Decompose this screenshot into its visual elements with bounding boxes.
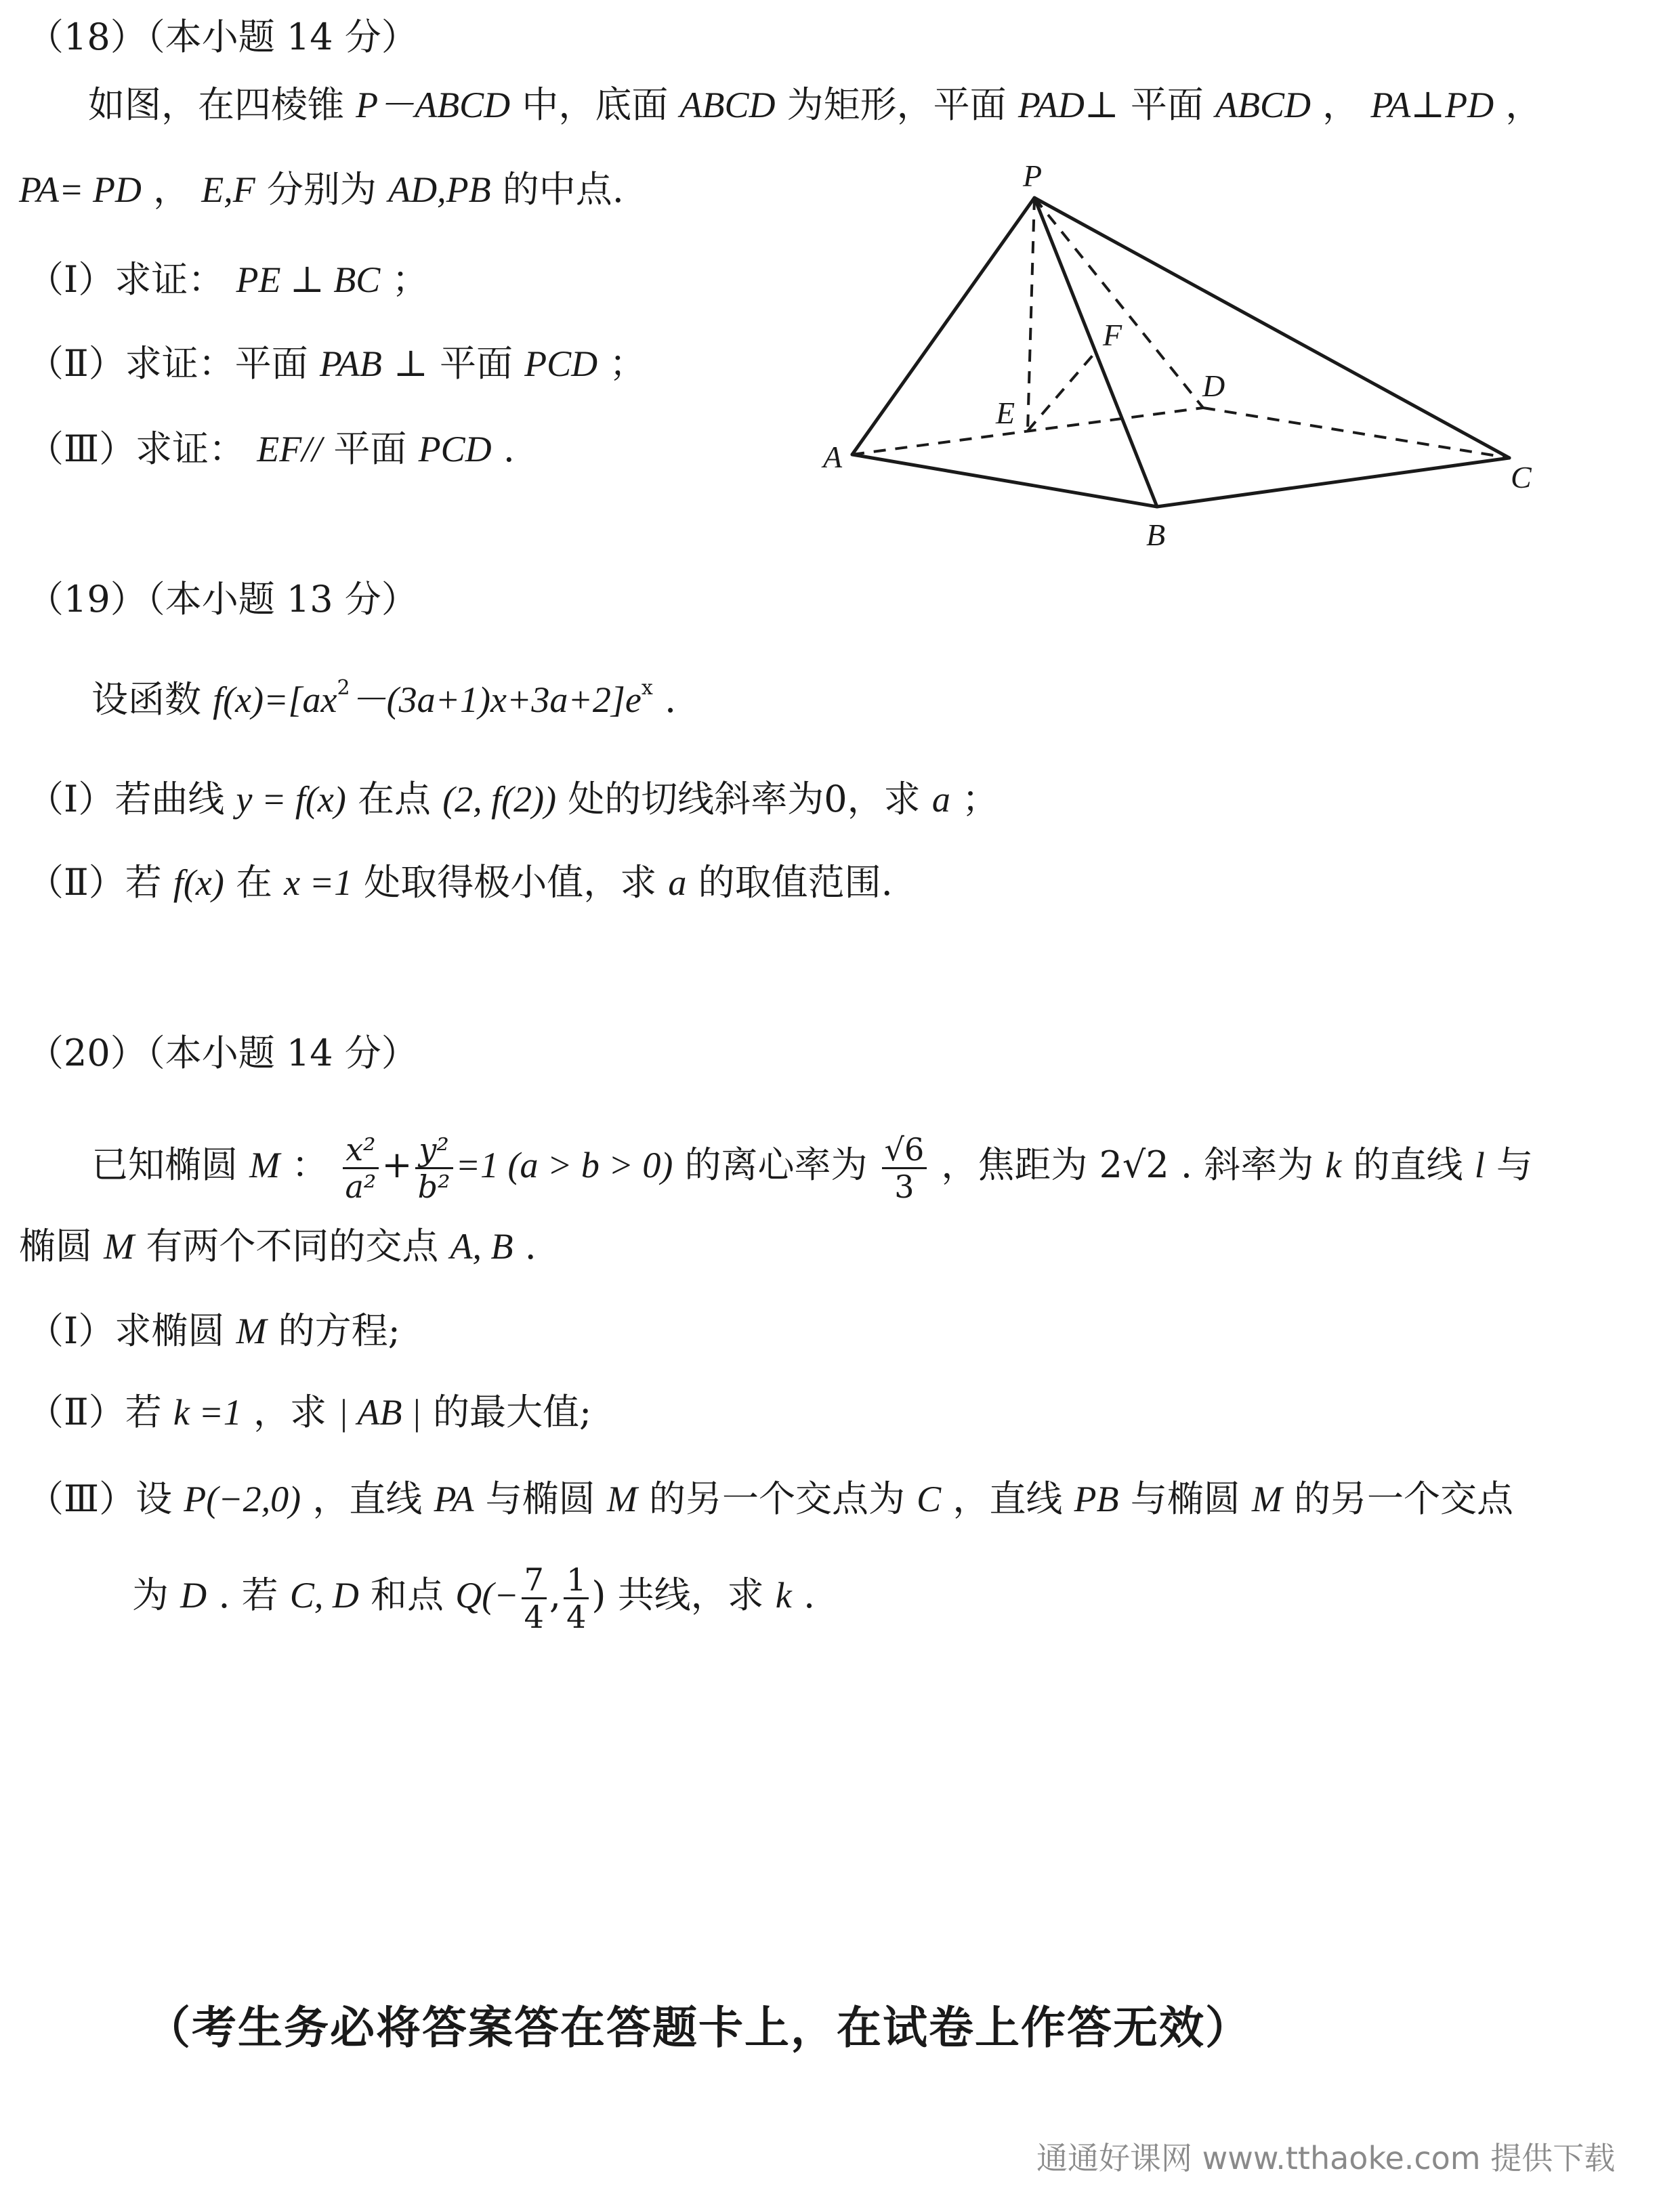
q20-part3-m2: M [1251,1479,1282,1519]
q19-part1-point: (2, f(2)) [442,779,557,820]
q18-header: （18）（本小题 14 分） [27,16,418,58]
q18-part2-end: ； [609,342,646,385]
q20-q-frac-2 [564,1562,589,1635]
q19-func-sup: 2 [337,676,350,700]
q18-part3 [27,425,515,473]
q20-part3-g: 的另一个交点 [1294,1477,1514,1520]
q19-intro [91,676,676,723]
label-a: A [823,440,843,474]
q18-part3-end: . [503,427,515,470]
q20-part2-ab: | AB | [338,1392,421,1433]
q19-part1-curve: y = f(x) [236,779,346,820]
q20-line2-ab: A, B [450,1226,513,1267]
q20-part3-m1: M [606,1479,637,1519]
edge-bc [1157,458,1509,507]
q20-part2-a: （Ⅱ）若 [27,1391,162,1433]
q20-ecc-den: 3 [894,1168,915,1205]
q20-line4-d: D [180,1575,207,1616]
q20-frac-x-num: x² [343,1132,379,1169]
q20-intro-f: 与 [1496,1143,1533,1186]
q19-intro-text: 设函数 [91,678,201,721]
q19-part2-a-var: a [668,862,687,903]
q18-part3-ef: EF// [257,429,322,469]
q18-part2-pab: PAB [319,343,382,384]
q20-part2-k: k =1 [173,1392,242,1433]
q18-intro-text-4: 平面 [1130,83,1204,126]
q20-line4-cd: C, D [289,1575,359,1616]
edge-pb [1034,198,1157,507]
q20-frac-y [415,1132,453,1204]
q20-q-frac-2-num: 1 [564,1562,589,1599]
q18-intro-text-5: ， [1322,83,1360,126]
q20-q-frac-1-den: 4 [524,1598,544,1635]
q20-q-frac-2-den: 4 [566,1598,587,1635]
q18-part2-label: （Ⅱ）求证：平面 [27,342,308,385]
q18-part3-pcd: PCD [418,429,492,469]
q18-line2 [19,166,624,213]
q20-ecc [882,1132,927,1204]
q18-part1-math: PE ⊥ BC [236,259,381,300]
q20-part3-f: 与椭圆 [1130,1477,1240,1520]
q18-part1 [27,256,428,303]
edge-ef [1028,352,1095,431]
q20-part2-c: 的最大值; [432,1391,592,1433]
q18-pyramid: P－ABCD [356,85,511,125]
q20-frac-y-den: b² [417,1168,450,1205]
pyramid-figure [799,149,1680,569]
q18-intro-text-6: ， [1505,83,1542,126]
q20-focal: 2√2 [1099,1143,1169,1186]
q20-line4-q: Q(− [455,1575,519,1616]
q18-line2-comma: ， [153,168,190,211]
q20-line2-b: 有两个不同的交点 [146,1225,439,1267]
q19-part1-a-var: a [931,779,950,820]
q18-intro-text-1: 如图，在四棱锥 [88,83,344,126]
q20-line4-d-text: 共线，求 [617,1574,764,1616]
q20-eq-rest: =1 (a > b > 0) [455,1145,673,1185]
q19-part1-a: （Ⅰ）若曲线 [27,778,225,820]
q18-pa-eq-pd: PA= PD [19,169,142,210]
q18-ef: E,F [201,169,255,210]
edge-ab [852,455,1157,507]
q20-intro-l: l [1474,1145,1485,1185]
q20-line2-a: 椭圆 [19,1225,92,1267]
q18-part2-pcd: PCD [524,343,598,384]
q20-intro-colon: ： [291,1143,329,1186]
q20-line4-a: 为 [132,1574,169,1616]
q19-func-end: . [664,678,677,721]
q20-part2 [27,1389,591,1436]
q20-part3-pb: PB [1074,1479,1119,1519]
q20-part3-a: （Ⅲ）设 [27,1477,173,1520]
q20-part3-e: ，直线 [952,1477,1063,1520]
q20-part3-p: P(−2,0) [184,1479,301,1519]
q20-q-comma: , [549,1574,562,1616]
label-f: F [1103,318,1122,352]
q18-plane-pad: PAD⊥ [1017,85,1119,125]
q19-func-sup2: x [641,676,653,700]
q20-intro [91,1124,1533,1206]
label-e: E [996,396,1015,430]
q20-intro-m: M [249,1145,280,1185]
q20-part1 [27,1307,400,1355]
q19-part2 [27,859,893,906]
q18-pa-perp-pd: PA⊥PD [1370,85,1494,125]
q18-intro-text-2: 中，底面 [522,83,669,126]
q19-part1-b: 在点 [358,778,432,820]
q20-q-frac-1 [522,1562,547,1635]
q20-line2-c: . [524,1225,537,1267]
q20-part1-b: 的方程; [278,1309,400,1352]
q18-ad-pb: AD,PB [388,169,491,210]
q19-part2-x1: x =1 [284,862,353,903]
edge-pd [1034,198,1203,408]
q20-frac-y-num: y² [415,1132,453,1169]
q19-part2-a: （Ⅱ）若 [27,861,162,904]
q18-intro-text-3: 为矩形，平面 [786,83,1007,126]
q20-header: （20）（本小题 14 分） [27,1032,418,1074]
q18-part3-label: （Ⅲ）求证： [27,427,246,470]
label-p: P [1023,159,1043,193]
q20-intro-b: 的离心率为 [684,1143,868,1186]
q20-line2 [19,1223,537,1270]
q20-line4-e: . [803,1574,816,1616]
footer-note: （考生务必将答案答在答题卡上，在试卷上作答无效） [146,2001,1251,2054]
q20-q-close: ) [591,1574,606,1616]
q20-intro-e: 的直线 [1353,1143,1463,1186]
label-c: C [1511,460,1532,494]
q20-line4-c: 和点 [371,1574,444,1616]
label-b: B [1146,518,1166,552]
q20-part3-pa: PA [434,1479,474,1519]
edge-pe [1028,198,1034,431]
q20-ecc-num: √6 [882,1132,927,1169]
q19-func: f(x)=[ax [213,679,337,720]
q18-part3-mid: 平面 [333,427,407,470]
q18-base2: ABCD [1215,85,1311,125]
q18-base: ABCD [679,85,776,125]
q20-part3-b: ，直线 [312,1477,423,1520]
q20-part3-c-pt: C [917,1479,942,1519]
q20-line4-k: k [775,1575,792,1616]
q20-part2-b: ，求 [253,1391,327,1433]
q20-part1-a: （Ⅰ）求椭圆 [27,1309,225,1352]
q18-part2 [27,340,646,387]
q20-line4-b: . 若 [218,1574,278,1616]
q18-part1-label: （Ⅰ）求证： [27,258,225,301]
q20-line2-m: M [104,1226,135,1267]
q20-frac-x-den: a² [345,1168,377,1205]
q19-header: （19）（本小题 13 分） [27,578,418,620]
q20-part3 [27,1475,1513,1523]
q20-intro-a: 已知椭圆 [91,1143,238,1186]
q20-q-frac-1-num: 7 [522,1562,547,1599]
q19-part1 [27,776,999,823]
q19-part2-b: 在 [235,861,272,904]
q18-line2-text: 分别为 [266,168,377,211]
q18-line2-end: 的中点. [502,168,624,211]
q19-part1-c: 处的切线斜率为0，求 [568,778,921,820]
label-d: D [1202,368,1225,403]
q20-intro-c: ，焦距为 [941,1143,1088,1186]
q18-part2-mid: ⊥ 平面 [394,342,513,385]
q20-part1-m: M [236,1311,267,1351]
q19-part2-c: 处取得极小值，求 [364,861,657,904]
q20-plus: + [381,1143,413,1186]
q19-part2-d: 的取值范围. [698,861,893,904]
q19-func-rest: －(3a+1)x+3a+2]e [350,679,642,720]
q20-intro-k: k [1325,1145,1342,1185]
q20-part3-d: 的另一个交点为 [649,1477,905,1520]
q20-frac-x [343,1132,379,1204]
q20-part3-c: 与椭圆 [485,1477,595,1520]
q19-part1-d: ； [962,778,999,820]
q19-part2-fx: f(x) [173,862,224,903]
q18-part1-end: ； [392,258,429,301]
q20-intro-d: . 斜率为 [1180,1143,1314,1186]
watermark: 通通好课网 www.tthaoke.com 提供下载 [1036,2140,1616,2176]
q18-intro [88,81,1542,129]
q20-line4 [132,1555,815,1636]
